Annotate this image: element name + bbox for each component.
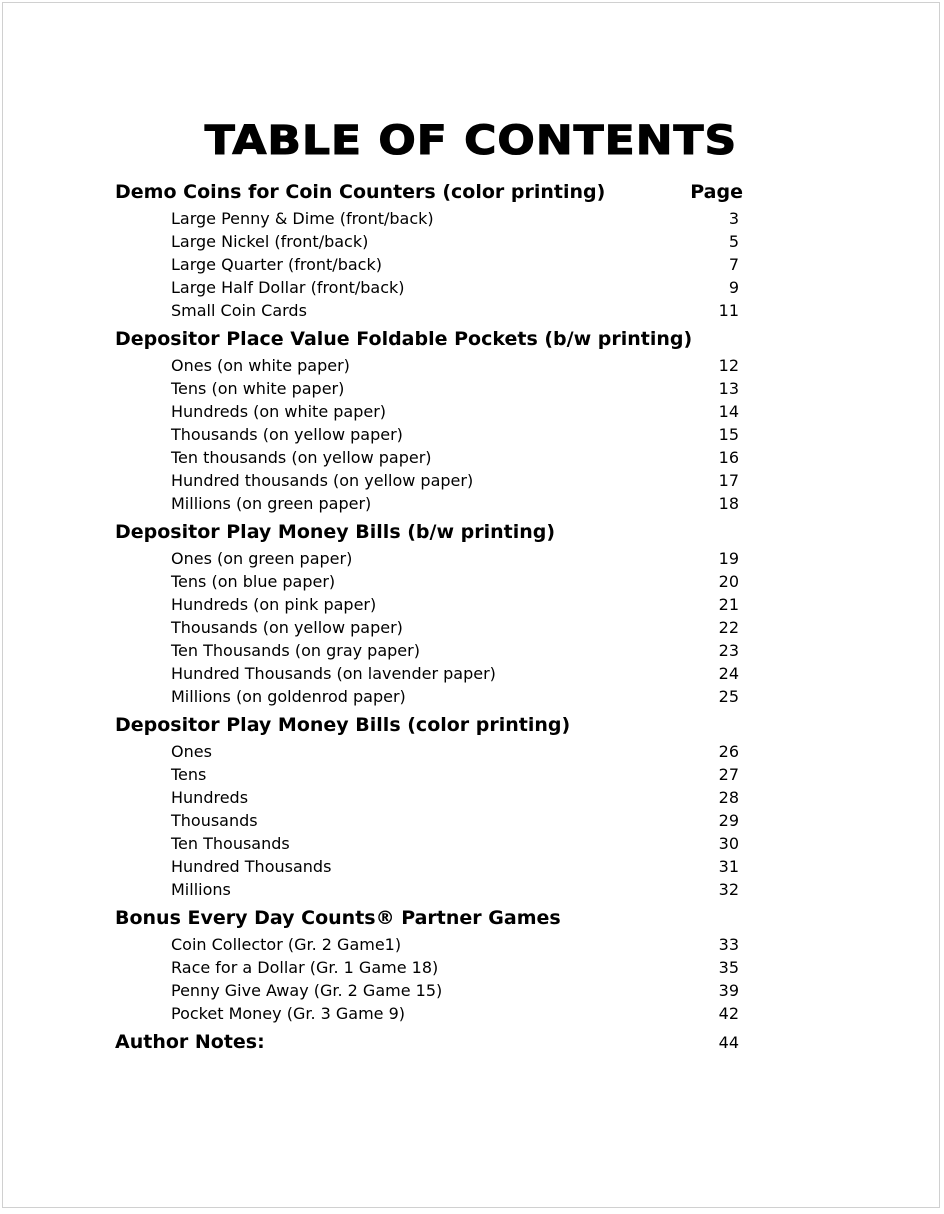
entry-page: 16	[718, 448, 739, 467]
entry-label: Hundreds (on pink paper)	[171, 595, 377, 614]
entry-page: 23	[718, 641, 739, 660]
entry-page: 21	[718, 595, 739, 614]
toc-entry	[115, 878, 747, 901]
entry-page: 7	[728, 255, 739, 274]
entry-label: Small Coin Cards	[171, 301, 307, 320]
section-heading-label: Depositor Play Money Bills (color printing)	[115, 714, 571, 736]
toc-entry	[115, 547, 747, 570]
page-title: TABLE OF CONTENTS	[204, 117, 738, 164]
entry-label: Penny Give Away (Gr. 2 Game 15)	[171, 981, 443, 1000]
document-page	[2, 2, 940, 1208]
entry-label: Thousands	[171, 811, 258, 830]
section-heading	[115, 177, 747, 207]
entry-page: 5	[728, 232, 739, 251]
author-notes-page: 44	[718, 1033, 739, 1052]
entry-label: Hundred Thousands	[171, 857, 332, 876]
toc-entry	[115, 685, 747, 708]
entry-label: Large Penny & Dime (front/back)	[171, 209, 434, 228]
entry-label: Tens (on white paper)	[171, 379, 345, 398]
entry-page: 42	[718, 1004, 739, 1023]
author-notes-label: Author Notes:	[115, 1031, 265, 1053]
table-of-contents	[115, 177, 747, 1057]
entry-page: 11	[718, 301, 739, 320]
entry-page: 27	[718, 765, 739, 784]
entry-page: 14	[718, 402, 739, 421]
entry-label: Large Quarter (front/back)	[171, 255, 382, 274]
section-heading-label: Bonus Every Day Counts® Partner Games	[115, 907, 561, 929]
entry-page: 20	[718, 572, 739, 591]
entry-label: Coin Collector (Gr. 2 Game1)	[171, 935, 402, 954]
entry-page: 35	[718, 958, 739, 977]
toc-entry	[115, 979, 747, 1002]
entry-page: 25	[718, 687, 739, 706]
entry-label: Hundred Thousands (on lavender paper)	[171, 664, 496, 683]
entry-page: 13	[718, 379, 739, 398]
entry-label: Pocket Money (Gr. 3 Game 9)	[171, 1004, 406, 1023]
entry-label: Large Half Dollar (front/back)	[171, 278, 405, 297]
toc-entry	[115, 639, 747, 662]
section-heading-label: Demo Coins for Coin Counters (color printing)	[115, 181, 606, 203]
entry-label: Millions (on goldenrod paper)	[171, 687, 406, 706]
entry-label: Ten Thousands (on gray paper)	[171, 641, 420, 660]
entry-page: 22	[718, 618, 739, 637]
entry-page: 29	[718, 811, 739, 830]
toc-entry	[115, 832, 747, 855]
entry-page: 28	[718, 788, 739, 807]
entry-label: Hundred thousands (on yellow paper)	[171, 471, 474, 490]
toc-entry	[115, 740, 747, 763]
entry-label: Ten Thousands	[171, 834, 290, 853]
toc-entry	[115, 933, 747, 956]
section-heading	[115, 324, 747, 354]
toc-entry	[115, 230, 747, 253]
entry-label: Tens (on blue paper)	[171, 572, 336, 591]
toc-section	[115, 517, 747, 708]
entry-page: 18	[718, 494, 739, 513]
entry-label: Ones (on white paper)	[171, 356, 350, 375]
section-heading-label: Depositor Place Value Foldable Pockets (b/w printing)	[115, 328, 693, 350]
entry-page: 12	[718, 356, 739, 375]
toc-entry	[115, 662, 747, 685]
entry-page: 19	[718, 549, 739, 568]
entry-page: 3	[728, 209, 739, 228]
page-column-header: Page	[690, 181, 743, 203]
entry-page: 9	[728, 278, 739, 297]
toc-entry	[115, 593, 747, 616]
section-heading-label: Depositor Play Money Bills (b/w printing)	[115, 521, 556, 543]
entry-label: Race for a Dollar (Gr. 1 Game 18)	[171, 958, 439, 977]
section-heading	[115, 903, 747, 933]
entry-label: Hundreds	[171, 788, 249, 807]
toc-entry	[115, 570, 747, 593]
toc-entry	[115, 446, 747, 469]
entry-label: Millions	[171, 880, 231, 899]
toc-entry	[115, 956, 747, 979]
toc-entry	[115, 400, 747, 423]
toc-entry	[115, 492, 747, 515]
toc-entry	[115, 763, 747, 786]
entry-page: 32	[718, 880, 739, 899]
toc-entry	[115, 354, 747, 377]
toc-section	[115, 903, 747, 1025]
toc-entry	[115, 207, 747, 230]
entry-label: Tens	[171, 765, 207, 784]
entry-page: 26	[718, 742, 739, 761]
entry-label: Millions (on green paper)	[171, 494, 372, 513]
entry-page: 30	[718, 834, 739, 853]
toc-entry	[115, 377, 747, 400]
author-notes-row	[115, 1027, 747, 1057]
toc-entry	[115, 855, 747, 878]
entry-label: Ones (on green paper)	[171, 549, 353, 568]
section-heading	[115, 517, 747, 547]
entry-page: 31	[718, 857, 739, 876]
section-heading	[115, 710, 747, 740]
toc-entry	[115, 299, 747, 322]
toc-section	[115, 324, 747, 515]
entry-page: 24	[718, 664, 739, 683]
toc-entry	[115, 616, 747, 639]
toc-entry	[115, 1002, 747, 1025]
entry-page: 17	[718, 471, 739, 490]
entry-label: Hundreds (on white paper)	[171, 402, 387, 421]
toc-section	[115, 710, 747, 901]
toc-entry	[115, 786, 747, 809]
toc-entry	[115, 469, 747, 492]
toc-entry	[115, 423, 747, 446]
entry-label: Thousands (on yellow paper)	[171, 618, 403, 637]
entry-label: Ones	[171, 742, 212, 761]
entry-page: 15	[718, 425, 739, 444]
toc-entry	[115, 276, 747, 299]
entry-page: 33	[718, 935, 739, 954]
entry-label: Large Nickel (front/back)	[171, 232, 369, 251]
toc-entry	[115, 809, 747, 832]
toc-section	[115, 177, 747, 322]
entry-label: Thousands (on yellow paper)	[171, 425, 403, 444]
entry-label: Ten thousands (on yellow paper)	[171, 448, 432, 467]
entry-page: 39	[718, 981, 739, 1000]
toc-entry	[115, 253, 747, 276]
